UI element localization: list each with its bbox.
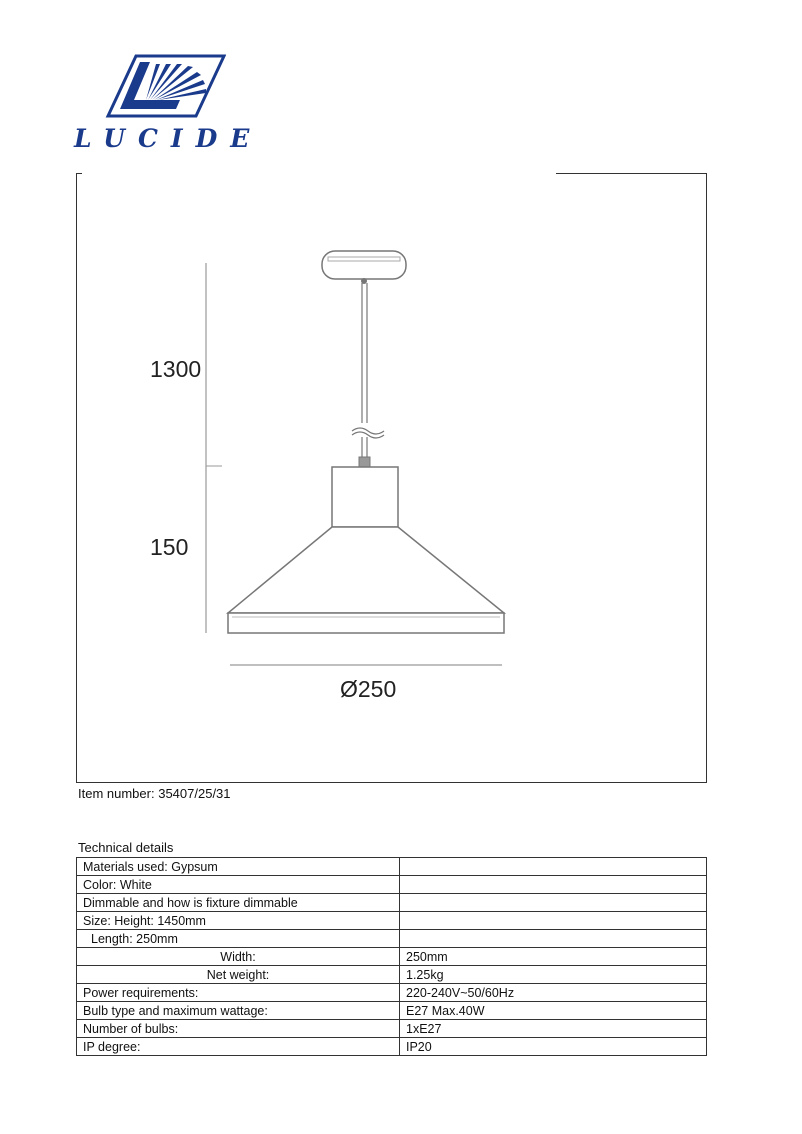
item-number-value: 35407/25/31 (158, 786, 231, 801)
spec-label: Size: Height: 1450mm (77, 912, 400, 930)
table-row (77, 912, 707, 930)
spec-value (400, 912, 707, 930)
shade-height-label: 150 (150, 534, 189, 560)
item-number-label: Item number: (78, 786, 155, 801)
spec-label: Color: White (77, 876, 400, 894)
table-row (77, 984, 707, 1002)
table-row (77, 966, 707, 984)
spec-label: Number of bulbs: (77, 1020, 400, 1038)
technical-details-table (76, 857, 707, 1056)
spec-value: 220-240V~50/60Hz (400, 984, 707, 1002)
spec-value (400, 858, 707, 876)
spec-label: Dimmable and how is fixture dimmable (77, 894, 400, 912)
spec-value: 1.25kg (400, 966, 707, 984)
table-row (77, 1038, 707, 1056)
spec-label: Net weight: (77, 966, 400, 984)
spec-value (400, 930, 707, 948)
spec-label: Power requirements: (77, 984, 400, 1002)
spec-label: Bulb type and maximum wattage: (77, 1002, 400, 1020)
spec-value: E27 Max.40W (400, 1002, 707, 1020)
spec-label: Materials used: Gypsum (77, 858, 400, 876)
item-number-line (78, 786, 231, 801)
spec-value (400, 894, 707, 912)
table-row (77, 1020, 707, 1038)
spec-label: Width: (77, 948, 400, 966)
total-height-label: 1300 (150, 356, 202, 382)
table-row (77, 1002, 707, 1020)
spec-value: 250mm (400, 948, 707, 966)
table-row (77, 894, 707, 912)
product-drawing (76, 173, 707, 783)
spec-label: IP degree: (77, 1038, 400, 1056)
spec-value: 1xE27 (400, 1020, 707, 1038)
table-row (77, 948, 707, 966)
spec-value: IP20 (400, 1038, 707, 1056)
table-row (77, 930, 707, 948)
table-row (77, 858, 707, 876)
spec-label: Length: 250mm (77, 930, 400, 948)
spec-value (400, 876, 707, 894)
brand-wordmark: LUCIDE (74, 124, 263, 153)
table-row (77, 876, 707, 894)
diameter-label: Ø250 (340, 676, 397, 702)
technical-details-title: Technical details (78, 840, 174, 855)
